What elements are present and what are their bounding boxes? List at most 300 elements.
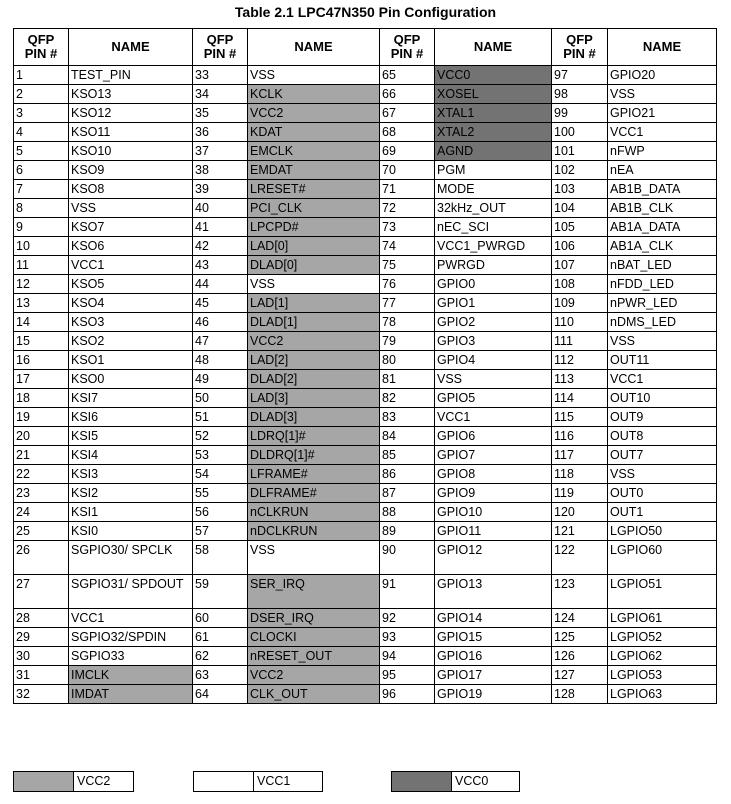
table-row	[14, 465, 717, 484]
pin-number-cell: 23	[14, 484, 69, 503]
pin-name-cell: KSI3	[69, 465, 193, 484]
table-row	[14, 541, 717, 575]
pin-number-cell: 25	[14, 522, 69, 541]
pin-name-cell: LGPIO53	[608, 666, 717, 685]
pin-name-cell: CLOCKI	[248, 628, 380, 647]
pin-name-cell: GPIO3	[435, 332, 552, 351]
pin-number-cell: 35	[193, 104, 248, 123]
pin-name-cell: nPWR_LED	[608, 294, 717, 313]
pin-number-cell: 14	[14, 313, 69, 332]
pin-number-cell: 32	[14, 685, 69, 704]
pin-number-cell: 6	[14, 161, 69, 180]
pin-number-cell: 41	[193, 218, 248, 237]
table-row	[14, 66, 717, 85]
pin-number-cell: 108	[552, 275, 608, 294]
pin-name-cell: KSO11	[69, 123, 193, 142]
header-name: NAME	[435, 29, 552, 66]
pin-name-cell: VCC0	[435, 66, 552, 85]
pin-number-cell: 50	[193, 389, 248, 408]
legend-vcc0	[391, 771, 520, 792]
pin-name-cell: GPIO2	[435, 313, 552, 332]
header-pin: QFP PIN #	[380, 29, 435, 66]
pin-name-cell: nEC_SCI	[435, 218, 552, 237]
pin-number-cell: 58	[193, 541, 248, 575]
pin-number-cell: 80	[380, 351, 435, 370]
pin-number-cell: 59	[193, 575, 248, 609]
pin-name-cell: KDAT	[248, 123, 380, 142]
pin-number-cell: 82	[380, 389, 435, 408]
pin-name-cell: KSI7	[69, 389, 193, 408]
header-name: NAME	[248, 29, 380, 66]
pin-number-cell: 103	[552, 180, 608, 199]
pin-name-cell: KCLK	[248, 85, 380, 104]
pin-name-cell: nEA	[608, 161, 717, 180]
pin-name-cell: DLAD[0]	[248, 256, 380, 275]
pin-number-cell: 123	[552, 575, 608, 609]
pin-name-cell: LPCPD#	[248, 218, 380, 237]
pin-name-cell: GPIO9	[435, 484, 552, 503]
pin-name-cell: nDMS_LED	[608, 313, 717, 332]
header-pin: QFP PIN #	[14, 29, 69, 66]
pin-number-cell: 81	[380, 370, 435, 389]
pin-number-cell: 44	[193, 275, 248, 294]
table-row	[14, 628, 717, 647]
pin-name-cell: VCC1	[69, 609, 193, 628]
pin-number-cell: 8	[14, 199, 69, 218]
pin-name-cell: KSO4	[69, 294, 193, 313]
table-row	[14, 647, 717, 666]
pin-name-cell: LDRQ[1]#	[248, 427, 380, 446]
pin-name-cell: VCC2	[248, 332, 380, 351]
pin-number-cell: 29	[14, 628, 69, 647]
pin-name-cell: SGPIO32/SPDIN	[69, 628, 193, 647]
pin-number-cell: 115	[552, 408, 608, 427]
pin-number-cell: 62	[193, 647, 248, 666]
pin-number-cell: 112	[552, 351, 608, 370]
pin-number-cell: 39	[193, 180, 248, 199]
table-row	[14, 180, 717, 199]
pin-number-cell: 55	[193, 484, 248, 503]
pin-name-cell: VSS	[435, 370, 552, 389]
pin-name-cell: AB1A_CLK	[608, 237, 717, 256]
pin-number-cell: 90	[380, 541, 435, 575]
legend-swatch	[14, 772, 74, 791]
pin-number-cell: 114	[552, 389, 608, 408]
pin-name-cell: EMDAT	[248, 161, 380, 180]
pin-name-cell: PGM	[435, 161, 552, 180]
pin-name-cell: LGPIO52	[608, 628, 717, 647]
pin-name-cell: GPIO5	[435, 389, 552, 408]
pin-name-cell: KSO3	[69, 313, 193, 332]
pin-number-cell: 105	[552, 218, 608, 237]
table-row	[14, 685, 717, 704]
legend-label: VCC0	[455, 774, 489, 788]
pin-number-cell: 99	[552, 104, 608, 123]
pin-number-cell: 68	[380, 123, 435, 142]
legend-swatch	[392, 772, 452, 791]
table-row	[14, 408, 717, 427]
pin-number-cell: 86	[380, 465, 435, 484]
pin-number-cell: 111	[552, 332, 608, 351]
pin-number-cell: 92	[380, 609, 435, 628]
pin-number-cell: 110	[552, 313, 608, 332]
pin-number-cell: 48	[193, 351, 248, 370]
pin-number-cell: 9	[14, 218, 69, 237]
pin-name-cell: IMCLK	[69, 666, 193, 685]
pin-number-cell: 79	[380, 332, 435, 351]
pin-number-cell: 34	[193, 85, 248, 104]
pin-number-cell: 66	[380, 85, 435, 104]
pin-number-cell: 117	[552, 446, 608, 465]
pin-number-cell: 30	[14, 647, 69, 666]
pin-name-cell: LAD[3]	[248, 389, 380, 408]
table-row	[14, 575, 717, 609]
pin-number-cell: 118	[552, 465, 608, 484]
pin-number-cell: 1	[14, 66, 69, 85]
pin-number-cell: 106	[552, 237, 608, 256]
legend-vcc1	[193, 771, 323, 792]
pin-number-cell: 96	[380, 685, 435, 704]
pin-number-cell: 5	[14, 142, 69, 161]
pin-name-cell: GPIO19	[435, 685, 552, 704]
pin-number-cell: 85	[380, 446, 435, 465]
pin-name-cell: XOSEL	[435, 85, 552, 104]
pin-name-cell: VCC1	[608, 370, 717, 389]
table-row	[14, 104, 717, 123]
table-row	[14, 161, 717, 180]
table-row	[14, 256, 717, 275]
pin-number-cell: 84	[380, 427, 435, 446]
pin-name-cell: VSS	[69, 199, 193, 218]
pin-number-cell: 89	[380, 522, 435, 541]
pin-name-cell: VSS	[248, 275, 380, 294]
pin-number-cell: 71	[380, 180, 435, 199]
header-pin: QFP PIN #	[193, 29, 248, 66]
pin-name-cell: KSI2	[69, 484, 193, 503]
pin-number-cell: 72	[380, 199, 435, 218]
pin-name-cell: KSI1	[69, 503, 193, 522]
pin-name-cell: VCC2	[248, 104, 380, 123]
pin-name-cell: LGPIO61	[608, 609, 717, 628]
pin-name-cell: GPIO8	[435, 465, 552, 484]
pin-name-cell: OUT9	[608, 408, 717, 427]
pin-name-cell: VSS	[248, 541, 380, 575]
pin-number-cell: 38	[193, 161, 248, 180]
pin-number-cell: 122	[552, 541, 608, 575]
pin-number-cell: 15	[14, 332, 69, 351]
pin-number-cell: 2	[14, 85, 69, 104]
pin-name-cell: PWRGD	[435, 256, 552, 275]
table-row	[14, 275, 717, 294]
pin-number-cell: 52	[193, 427, 248, 446]
pin-name-cell: KSO6	[69, 237, 193, 256]
pin-name-cell: IMDAT	[69, 685, 193, 704]
legend-swatch	[194, 772, 254, 791]
pin-number-cell: 46	[193, 313, 248, 332]
table-title: Table 2.1 LPC47N350 Pin Configuration	[234, 4, 497, 20]
pin-name-cell: nFWP	[608, 142, 717, 161]
pin-number-cell: 51	[193, 408, 248, 427]
pin-number-cell: 4	[14, 123, 69, 142]
pin-number-cell: 67	[380, 104, 435, 123]
pin-number-cell: 26	[14, 541, 69, 575]
pin-number-cell: 65	[380, 66, 435, 85]
pin-name-cell: LGPIO63	[608, 685, 717, 704]
table-row	[14, 503, 717, 522]
pin-name-cell: KSO5	[69, 275, 193, 294]
pin-name-cell: PCI_CLK	[248, 199, 380, 218]
pin-name-cell: XTAL2	[435, 123, 552, 142]
header-row	[14, 29, 717, 66]
pin-number-cell: 107	[552, 256, 608, 275]
pin-number-cell: 101	[552, 142, 608, 161]
pin-name-cell: OUT0	[608, 484, 717, 503]
pin-name-cell: VCC1	[608, 123, 717, 142]
pin-name-cell: DLDRQ[1]#	[248, 446, 380, 465]
table-row	[14, 199, 717, 218]
pin-name-cell: KSO7	[69, 218, 193, 237]
table-row	[14, 446, 717, 465]
pin-name-cell: AGND	[435, 142, 552, 161]
pin-name-cell: GPIO17	[435, 666, 552, 685]
pin-number-cell: 47	[193, 332, 248, 351]
pin-name-cell: AB1A_DATA	[608, 218, 717, 237]
pin-name-cell: KSI6	[69, 408, 193, 427]
pin-number-cell: 109	[552, 294, 608, 313]
table-row	[14, 313, 717, 332]
pin-name-cell: SGPIO33	[69, 647, 193, 666]
pin-number-cell: 83	[380, 408, 435, 427]
pin-number-cell: 11	[14, 256, 69, 275]
pin-name-cell: OUT1	[608, 503, 717, 522]
pin-number-cell: 74	[380, 237, 435, 256]
pin-number-cell: 18	[14, 389, 69, 408]
pin-number-cell: 21	[14, 446, 69, 465]
pin-number-cell: 60	[193, 609, 248, 628]
pin-number-cell: 104	[552, 199, 608, 218]
pin-number-cell: 13	[14, 294, 69, 313]
pin-number-cell: 113	[552, 370, 608, 389]
table-row	[14, 123, 717, 142]
pin-number-cell: 98	[552, 85, 608, 104]
pin-number-cell: 56	[193, 503, 248, 522]
pin-number-cell: 33	[193, 66, 248, 85]
pin-number-cell: 27	[14, 575, 69, 609]
pin-name-cell: LGPIO60	[608, 541, 717, 575]
pin-name-cell: LGPIO62	[608, 647, 717, 666]
pin-number-cell: 116	[552, 427, 608, 446]
legend-label: VCC2	[77, 774, 111, 788]
pin-name-cell: VCC1	[435, 408, 552, 427]
pin-number-cell: 91	[380, 575, 435, 609]
pin-number-cell: 100	[552, 123, 608, 142]
pin-number-cell: 97	[552, 66, 608, 85]
pin-number-cell: 94	[380, 647, 435, 666]
pin-number-cell: 76	[380, 275, 435, 294]
table-row	[14, 332, 717, 351]
pin-number-cell: 61	[193, 628, 248, 647]
pin-number-cell: 36	[193, 123, 248, 142]
pin-name-cell: OUT7	[608, 446, 717, 465]
header-pin: QFP PIN #	[552, 29, 608, 66]
pin-name-cell: KSO0	[69, 370, 193, 389]
pin-name-cell: CLK_OUT	[248, 685, 380, 704]
pin-name-cell: VSS	[608, 332, 717, 351]
pin-number-cell: 28	[14, 609, 69, 628]
table-row	[14, 389, 717, 408]
pin-number-cell: 10	[14, 237, 69, 256]
pin-number-cell: 57	[193, 522, 248, 541]
pin-name-cell: VSS	[608, 85, 717, 104]
table-row	[14, 237, 717, 256]
pin-name-cell: KSO2	[69, 332, 193, 351]
pin-name-cell: EMCLK	[248, 142, 380, 161]
pin-name-cell: OUT11	[608, 351, 717, 370]
pin-number-cell: 121	[552, 522, 608, 541]
header-name: NAME	[608, 29, 717, 66]
pin-name-cell: DLAD[1]	[248, 313, 380, 332]
pin-name-cell: VSS	[608, 465, 717, 484]
pin-name-cell: KSO10	[69, 142, 193, 161]
table-row	[14, 85, 717, 104]
pin-number-cell: 63	[193, 666, 248, 685]
pin-number-cell: 37	[193, 142, 248, 161]
pin-name-cell: VCC2	[248, 666, 380, 685]
pin-number-cell: 7	[14, 180, 69, 199]
pin-name-cell: DSER_IRQ	[248, 609, 380, 628]
pin-number-cell: 127	[552, 666, 608, 685]
pin-name-cell: GPIO4	[435, 351, 552, 370]
pin-name-cell: KSO1	[69, 351, 193, 370]
pin-name-cell: OUT8	[608, 427, 717, 446]
pin-number-cell: 17	[14, 370, 69, 389]
pin-name-cell: SGPIO31/ SPDOUT	[69, 575, 193, 609]
pin-name-cell: nRESET_OUT	[248, 647, 380, 666]
pin-number-cell: 16	[14, 351, 69, 370]
pin-number-cell: 54	[193, 465, 248, 484]
pin-name-cell: LFRAME#	[248, 465, 380, 484]
pin-name-cell: GPIO16	[435, 647, 552, 666]
pin-name-cell: GPIO12	[435, 541, 552, 575]
pin-number-cell: 126	[552, 647, 608, 666]
pin-name-cell: MODE	[435, 180, 552, 199]
pin-name-cell: nBAT_LED	[608, 256, 717, 275]
pin-configuration-table	[13, 28, 717, 704]
pin-number-cell: 73	[380, 218, 435, 237]
pin-name-cell: GPIO20	[608, 66, 717, 85]
pin-name-cell: TEST_PIN	[69, 66, 193, 85]
pin-name-cell: GPIO6	[435, 427, 552, 446]
pin-name-cell: LAD[1]	[248, 294, 380, 313]
pin-number-cell: 19	[14, 408, 69, 427]
pin-number-cell: 119	[552, 484, 608, 503]
pin-name-cell: LAD[0]	[248, 237, 380, 256]
pin-number-cell: 53	[193, 446, 248, 465]
pin-number-cell: 49	[193, 370, 248, 389]
pin-name-cell: GPIO21	[608, 104, 717, 123]
pin-name-cell: GPIO0	[435, 275, 552, 294]
legend-vcc2	[13, 771, 134, 792]
pin-number-cell: 42	[193, 237, 248, 256]
pin-number-cell: 43	[193, 256, 248, 275]
pin-name-cell: KSI0	[69, 522, 193, 541]
pin-number-cell: 69	[380, 142, 435, 161]
pin-name-cell: GPIO7	[435, 446, 552, 465]
table-row	[14, 351, 717, 370]
pin-name-cell: LAD[2]	[248, 351, 380, 370]
pin-name-cell: AB1B_CLK	[608, 199, 717, 218]
pin-number-cell: 102	[552, 161, 608, 180]
pin-number-cell: 40	[193, 199, 248, 218]
pin-name-cell: LGPIO51	[608, 575, 717, 609]
table-row	[14, 484, 717, 503]
pin-number-cell: 75	[380, 256, 435, 275]
pin-number-cell: 77	[380, 294, 435, 313]
pin-name-cell: GPIO10	[435, 503, 552, 522]
pin-name-cell: GPIO15	[435, 628, 552, 647]
table-row	[14, 218, 717, 237]
pin-name-cell: AB1B_DATA	[608, 180, 717, 199]
legend-label: VCC1	[257, 774, 291, 788]
pin-number-cell: 24	[14, 503, 69, 522]
pin-number-cell: 70	[380, 161, 435, 180]
pin-name-cell: SGPIO30/ SPCLK	[69, 541, 193, 575]
table-row	[14, 609, 717, 628]
pin-name-cell: KSO13	[69, 85, 193, 104]
pin-name-cell: 32kHz_OUT	[435, 199, 552, 218]
pin-name-cell: DLAD[2]	[248, 370, 380, 389]
pin-name-cell: OUT10	[608, 389, 717, 408]
pin-number-cell: 87	[380, 484, 435, 503]
table-row	[14, 294, 717, 313]
pin-name-cell: XTAL1	[435, 104, 552, 123]
pin-name-cell: nDCLKRUN	[248, 522, 380, 541]
pin-number-cell: 128	[552, 685, 608, 704]
pin-name-cell: KSO9	[69, 161, 193, 180]
pin-number-cell: 22	[14, 465, 69, 484]
pin-number-cell: 12	[14, 275, 69, 294]
pin-number-cell: 20	[14, 427, 69, 446]
pin-name-cell: KSO12	[69, 104, 193, 123]
header-name: NAME	[69, 29, 193, 66]
pin-number-cell: 64	[193, 685, 248, 704]
pin-number-cell: 93	[380, 628, 435, 647]
table-row	[14, 666, 717, 685]
pin-name-cell: KSO8	[69, 180, 193, 199]
pin-name-cell: VCC1_PWRGD	[435, 237, 552, 256]
pin-number-cell: 3	[14, 104, 69, 123]
pin-name-cell: SER_IRQ	[248, 575, 380, 609]
pin-number-cell: 125	[552, 628, 608, 647]
table-row	[14, 142, 717, 161]
pin-number-cell: 31	[14, 666, 69, 685]
pin-name-cell: DLAD[3]	[248, 408, 380, 427]
pin-name-cell: nCLKRUN	[248, 503, 380, 522]
pin-name-cell: GPIO14	[435, 609, 552, 628]
pin-number-cell: 88	[380, 503, 435, 522]
pin-name-cell: nFDD_LED	[608, 275, 717, 294]
table-row	[14, 427, 717, 446]
pin-name-cell: KSI4	[69, 446, 193, 465]
table-row	[14, 370, 717, 389]
pin-name-cell: VCC1	[69, 256, 193, 275]
pin-name-cell: GPIO11	[435, 522, 552, 541]
pin-number-cell: 124	[552, 609, 608, 628]
pin-number-cell: 120	[552, 503, 608, 522]
pin-number-cell: 45	[193, 294, 248, 313]
pin-name-cell: DLFRAME#	[248, 484, 380, 503]
pin-name-cell: KSI5	[69, 427, 193, 446]
